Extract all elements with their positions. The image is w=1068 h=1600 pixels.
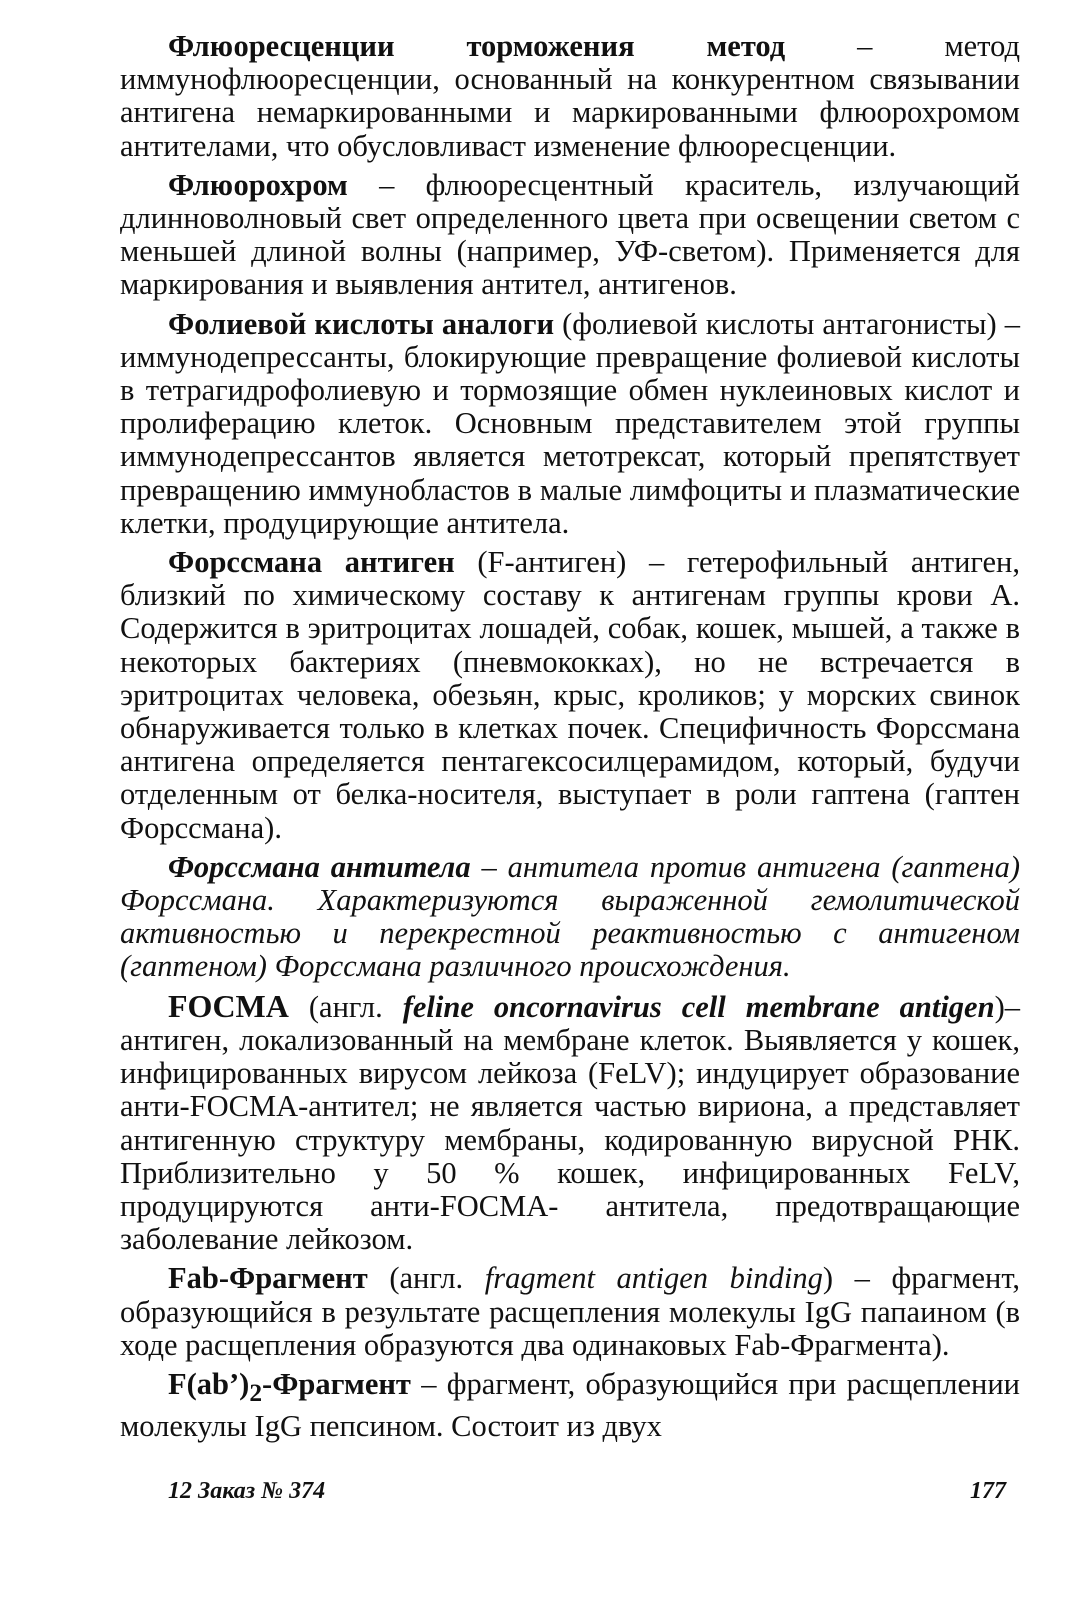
printer-signature: 12 Заказ № 374 [168,1478,326,1504]
entry-fab-fragment [120,1262,1020,1362]
entry-forssman-antigen [120,546,1020,845]
entry-body: (фолиевой кислоты антагонисты) – иммунодепрессанты, блокирующие превращение фолиевой кислоты в тетрагидрофолиевую и тормозящие обмен нуклеиновых кислот и пролиферацию клеток. Основным представителем этой группы иммунодепрессантов является метотрексат, который препятствует превращению иммунобластов в малые лимфоциты и плазматические клетки, продуцирующие антитела. [120,306,1021,540]
entry-body: (F-антиген) – гетерофильный антиген, близкий по химическому составу к антигенам группы крови А. Содержится в эритроцитах лошадей, собак, кошек, мышей, а также в некоторых бактериях (пневмококках), но не встречается в эритроцитах человека, обезьян, крыс, кроликов; у морских свинок обнаруживается только в клетках почек. Специфичность Форссмана антигена определяется пентагексосилцерамидом, который, будучи отделенным от белка-носителя, выступает в роли гаптена (гаптен Форссмана). [120,545,1020,845]
entry-fab2-fragment [120,1368,1020,1444]
entry-fluorochrome [120,169,1020,302]
entry-body: – флюоресцентный краситель, излучающий длинноволновый свет определенного цвета при освещении светом с меньшей длиной волны (например, УФ-светом). Применяется для маркирования и выявления антител, антигенов. [120,167,1020,302]
entry-term-subscript: 2 [249,1379,263,1408]
entry-lang-prefix: (англ. [288,989,403,1024]
entry-english-gloss: fragment antigen binding [484,1261,823,1296]
entry-term-suffix: -Фрагмент [262,1366,411,1401]
entry-forssman-antibodies [120,851,1020,984]
entry-term [168,1366,411,1408]
entry-body: – фрагмент, образующийся при расщеплении молекулы IgG пепсином. Состоит из двух [120,1366,1020,1444]
entry-body: – антитела против антигена (гаптена) Форссмана. Характеризуются выраженной гемолитической активностью и перекрестной реактивностью с антигеном (гаптеном) Форссмана различного происхождения. [120,849,1021,984]
entry-english-gloss: feline oncornavirus cell membrane antigen [402,989,995,1024]
entry-body: )– антиген, локализованный на мембране клеток. Выявляется у кошек, инфицированных вирусом лейкоза (FeLV); индуцирует образование анти-FOCMA-антител; не является частью вириона, а представляет антигенную структуру мембраны, кодированную вирусной РНК. Приблизительно у 50 % кошек, инфицированных FeLV, продуцируются анти-FOCMA- антитела, предотвращающие заболевание лейкозом. [120,989,1020,1257]
entry-body: – метод иммунофлюоресценции, основанный на конкурентном связывании антигена немаркированными и маркированными флюорохромом антителами, что обусловливаст изменение флюоресценции. [120,29,1020,163]
entry-term: Фолиевой кислоты аналоги [168,306,555,341]
entry-focma [120,987,1020,1257]
entry-body: ) – фрагмент, образующийся в результате расщепления молекулы IgG папаином (в ходе расщепления образуются два одинаковых Fab-Фрагмента). [120,1261,1020,1362]
entry-folic-acid-analogs [120,308,1020,540]
entry-fluorescence-inhibition [120,30,1020,163]
book-page [120,30,1020,1570]
entry-lang-prefix: (англ. [367,1261,485,1296]
page-footer [168,1478,1006,1505]
entry-term: FOCMA [168,987,289,1024]
entry-term: Форссмана антитела [168,849,471,884]
entry-term: Флюорохром [168,167,348,202]
page-number: 177 [970,1478,1006,1504]
entry-term: Fab-Фрагмент [168,1261,368,1296]
dictionary-entries [120,30,1020,1443]
entry-term-main: F(ab’) [168,1366,250,1401]
entry-term: Флюоресценции торможения метод [168,29,786,63]
entry-term: Форссмана антиген [168,545,455,580]
